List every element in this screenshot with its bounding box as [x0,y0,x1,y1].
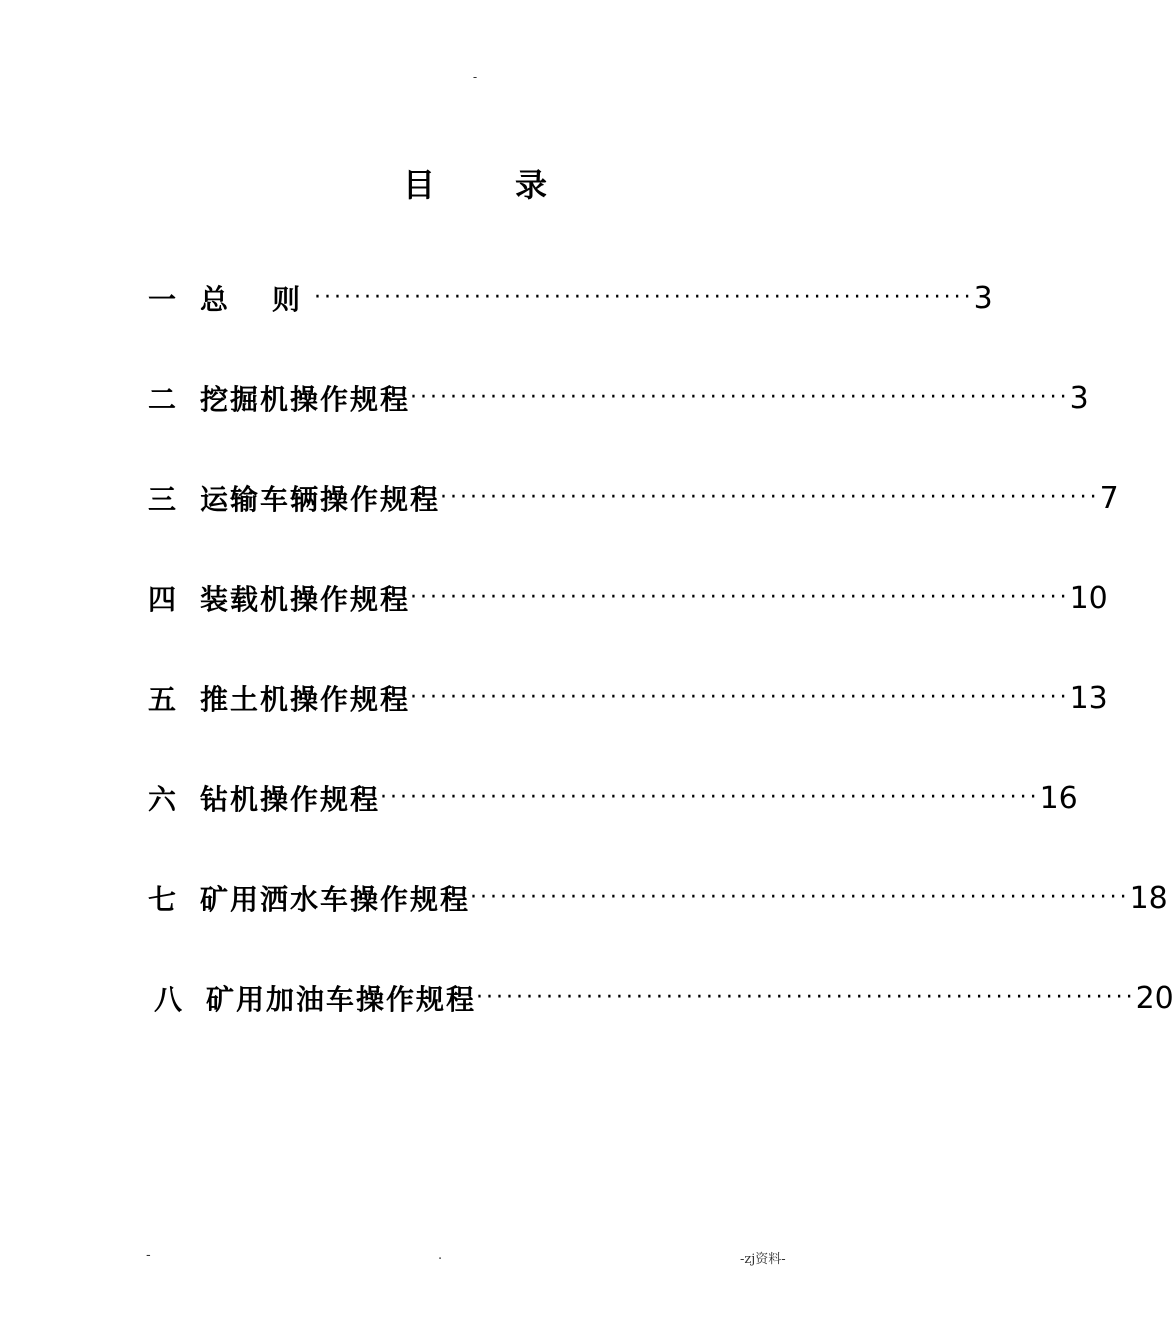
toc-entry-page: 10 [1069,581,1108,616]
toc-dot-leader: ·································································· [380,785,1040,810]
toc-entry-number: 四 [148,583,177,616]
page-header-mark: - [472,70,478,84]
toc-entry-number: 八 [154,983,183,1016]
toc-dot-leader: ·································································· [314,285,974,310]
toc-entry-title: 挖掘机操作规程 [200,383,411,416]
toc-entry-title: 钻机操作规程 [200,783,381,816]
toc-entry-title: 矿用洒水车操作规程 [200,883,471,916]
toc-entry-title: 矿用加油车操作规程 [206,983,477,1016]
toc-entry-number: 七 [148,883,177,916]
toc-entry-page: 7 [1099,481,1119,516]
toc-entry-number: 六 [148,783,177,816]
toc-dot-leader: ·································································· [440,485,1100,510]
title-char-1: 目 [402,166,435,204]
toc-entry[interactable] [148,270,993,370]
toc-entry[interactable] [148,570,1108,670]
toc-entry[interactable] [148,670,1108,770]
toc-dot-leader: ·································································· [410,685,1070,710]
page-title [0,160,950,206]
footer-left-mark: - [146,1248,151,1263]
toc-entry-page: 18 [1129,881,1168,916]
toc-entry[interactable] [148,870,1168,970]
toc-entry-title: 推土机操作规程 [200,683,411,716]
toc-entry-page: 3 [1069,381,1089,416]
toc-dot-leader: ·································································· [410,585,1070,610]
toc-dot-leader: ·································································· [476,985,1136,1010]
toc-entry-title: 运输车辆操作规程 [200,483,441,516]
toc-entry[interactable] [154,970,1174,1070]
toc-entry-page: 20 [1135,981,1174,1016]
toc-entry-number: 二 [148,383,177,416]
toc-entry-title: 装载机操作规程 [200,583,411,616]
title-char-2: 录 [515,166,548,204]
toc-entry-number: 五 [148,683,177,716]
toc-entry-page: 3 [973,281,993,316]
toc-entry-number: 三 [148,483,177,516]
toc-entry-title: 总则 [200,283,345,316]
toc-entry-number: 一 [148,283,177,316]
toc-dot-leader: ·································································· [470,885,1130,910]
toc-entry[interactable] [148,370,1089,470]
toc-dot-leader: ·································································· [410,385,1070,410]
toc-entry-page: 13 [1069,681,1108,716]
toc-entry[interactable] [148,770,1078,870]
footer-source-label: -zj资料- [740,1252,786,1267]
footer-center-mark: . [438,1248,443,1263]
toc-entry[interactable] [148,470,1119,570]
table-of-contents [148,270,1174,1070]
page-footer [0,1248,950,1268]
toc-entry-page: 16 [1039,781,1078,816]
